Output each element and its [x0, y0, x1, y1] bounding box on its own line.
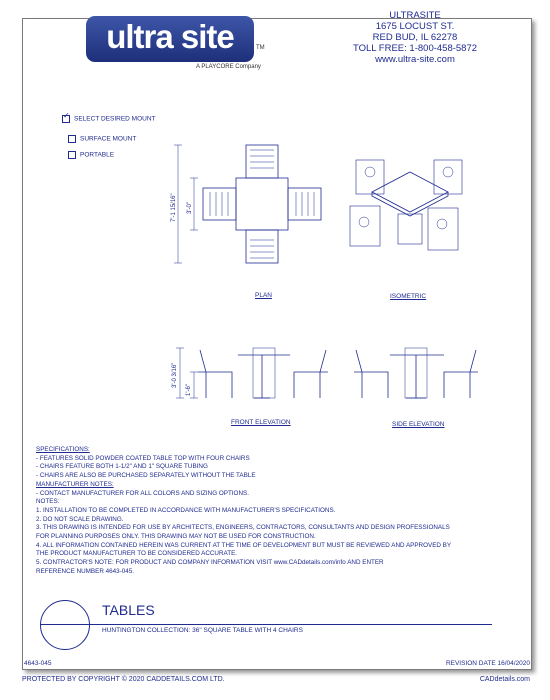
note-line: REFERENCE NUMBER 4643-045.	[36, 567, 134, 575]
isometric-view	[350, 160, 462, 250]
note-line: THE PRODUCT MANUFACTURER TO BE CONSIDERED ACCURATE.	[36, 550, 238, 558]
copyright-notice: PROTECTED BY COPYRIGHT © 2020 CADDETAILS.COM LTD.	[22, 676, 225, 683]
drawing-title: TABLES	[102, 602, 155, 618]
reference-number: 4643-045	[24, 660, 52, 667]
note-line: 3. THIS DRAWING IS INTENDED FOR USE BY ARCHITECTS, ENGINEERS, CONTRACTORS, CONSULTANTS AND DESIGN PROFESSIONALS	[36, 524, 450, 532]
company-website[interactable]: www.ultra-site.com	[375, 54, 455, 65]
title-circle	[40, 600, 90, 650]
isometric-label: ISOMETRIC	[390, 293, 427, 300]
plan-chair-left	[203, 188, 236, 220]
spec-line: - CHAIRS ARE ALSO BE PURCHASED SEPARATELY WITHOUT THE TABLE	[36, 472, 256, 480]
note-line: FOR PLANNING PURPOSES ONLY. THIS DRAWING MAY NOT BE USED FOR CONSTRUCTION.	[36, 533, 316, 541]
drawing-subtitle: HUNTINGTON COLLECTION: 36" SQUARE TABLE WITH 4 CHAIRS	[102, 627, 303, 634]
plan-table-top	[236, 178, 288, 230]
surface-mount-label: SURFACE MOUNT	[80, 135, 137, 143]
elevation-seat-dimension: 1'-6"	[186, 384, 192, 396]
portable-label: PORTABLE	[80, 151, 115, 159]
note-line: 1. INSTALLATION TO BE COMPLETED IN ACCORDANCE WITH MANUFACTURER'S SPECIFICATIONS.	[36, 506, 336, 514]
company-phone: TOLL FREE: 1-800-458-5872	[352, 43, 478, 54]
plan-chair-right	[288, 188, 321, 220]
plan-label: PLAN	[255, 292, 272, 299]
logo-tagline: A PLAYCORE Company	[196, 64, 261, 70]
company-name: ULTRASITE	[389, 10, 441, 21]
spec-line: - CHAIRS FEATURE BOTH 1-1/2" AND 1" SQUARE TUBING	[36, 463, 208, 471]
logo-trademark: TM	[256, 45, 265, 51]
title-rule	[40, 624, 492, 625]
side-elevation-label: SIDE ELEVATION	[392, 421, 445, 428]
note-line: 5. CONTRACTOR'S NOTE: FOR PRODUCT AND COMPANY INFORMATION VISIT www.CADdetails.com/info AND ENTER	[36, 559, 384, 567]
manufacturer-note: - CONTACT MANUFACTURER FOR ALL COLORS AND SIZING OPTIONS.	[36, 489, 249, 497]
front-elevation-label: FRONT ELEVATION	[231, 419, 291, 426]
side-elevation-view	[354, 348, 478, 398]
note-line: 4. ALL INFORMATION CONTAINED HEREIN WAS CURRENT AT THE TIME OF DEVELOPMENT BUT MUST BE REVIEWED AND APPROVED BY	[36, 541, 452, 549]
mount-header-label: SELECT DESIRED MOUNT	[74, 115, 156, 123]
manufacturer-notes-header: MANUFACTURER NOTES:	[36, 480, 114, 488]
spec-line: - FEATURES SOLID POWDER COATED TABLE TOP WITH FOUR CHAIRS	[36, 454, 250, 462]
caddetails-link[interactable]: CADdetails.com	[479, 676, 530, 683]
front-elevation-view	[176, 348, 328, 398]
plan-view	[174, 145, 321, 263]
logo-wordmark: ultra site	[106, 18, 234, 55]
note-line: 2. DO NOT SCALE DRAWING.	[36, 515, 124, 523]
plan-overall-dimension: 7'-1 15/16"	[171, 193, 177, 222]
elevation-overall-dimension: 3'-0 3/16"	[172, 362, 178, 388]
plan-table-dimension: 3'-0"	[187, 202, 193, 214]
spec-header: SPECIFICATIONS:	[36, 446, 90, 453]
company-city: RED BUD, IL 62278	[372, 32, 458, 43]
notes-header: NOTES:	[36, 498, 60, 506]
company-street: 1675 LOCUST ST.	[375, 21, 455, 32]
revision-date: REVISION DATE 16/04/2020	[445, 660, 530, 667]
specifications-block	[36, 446, 516, 577]
